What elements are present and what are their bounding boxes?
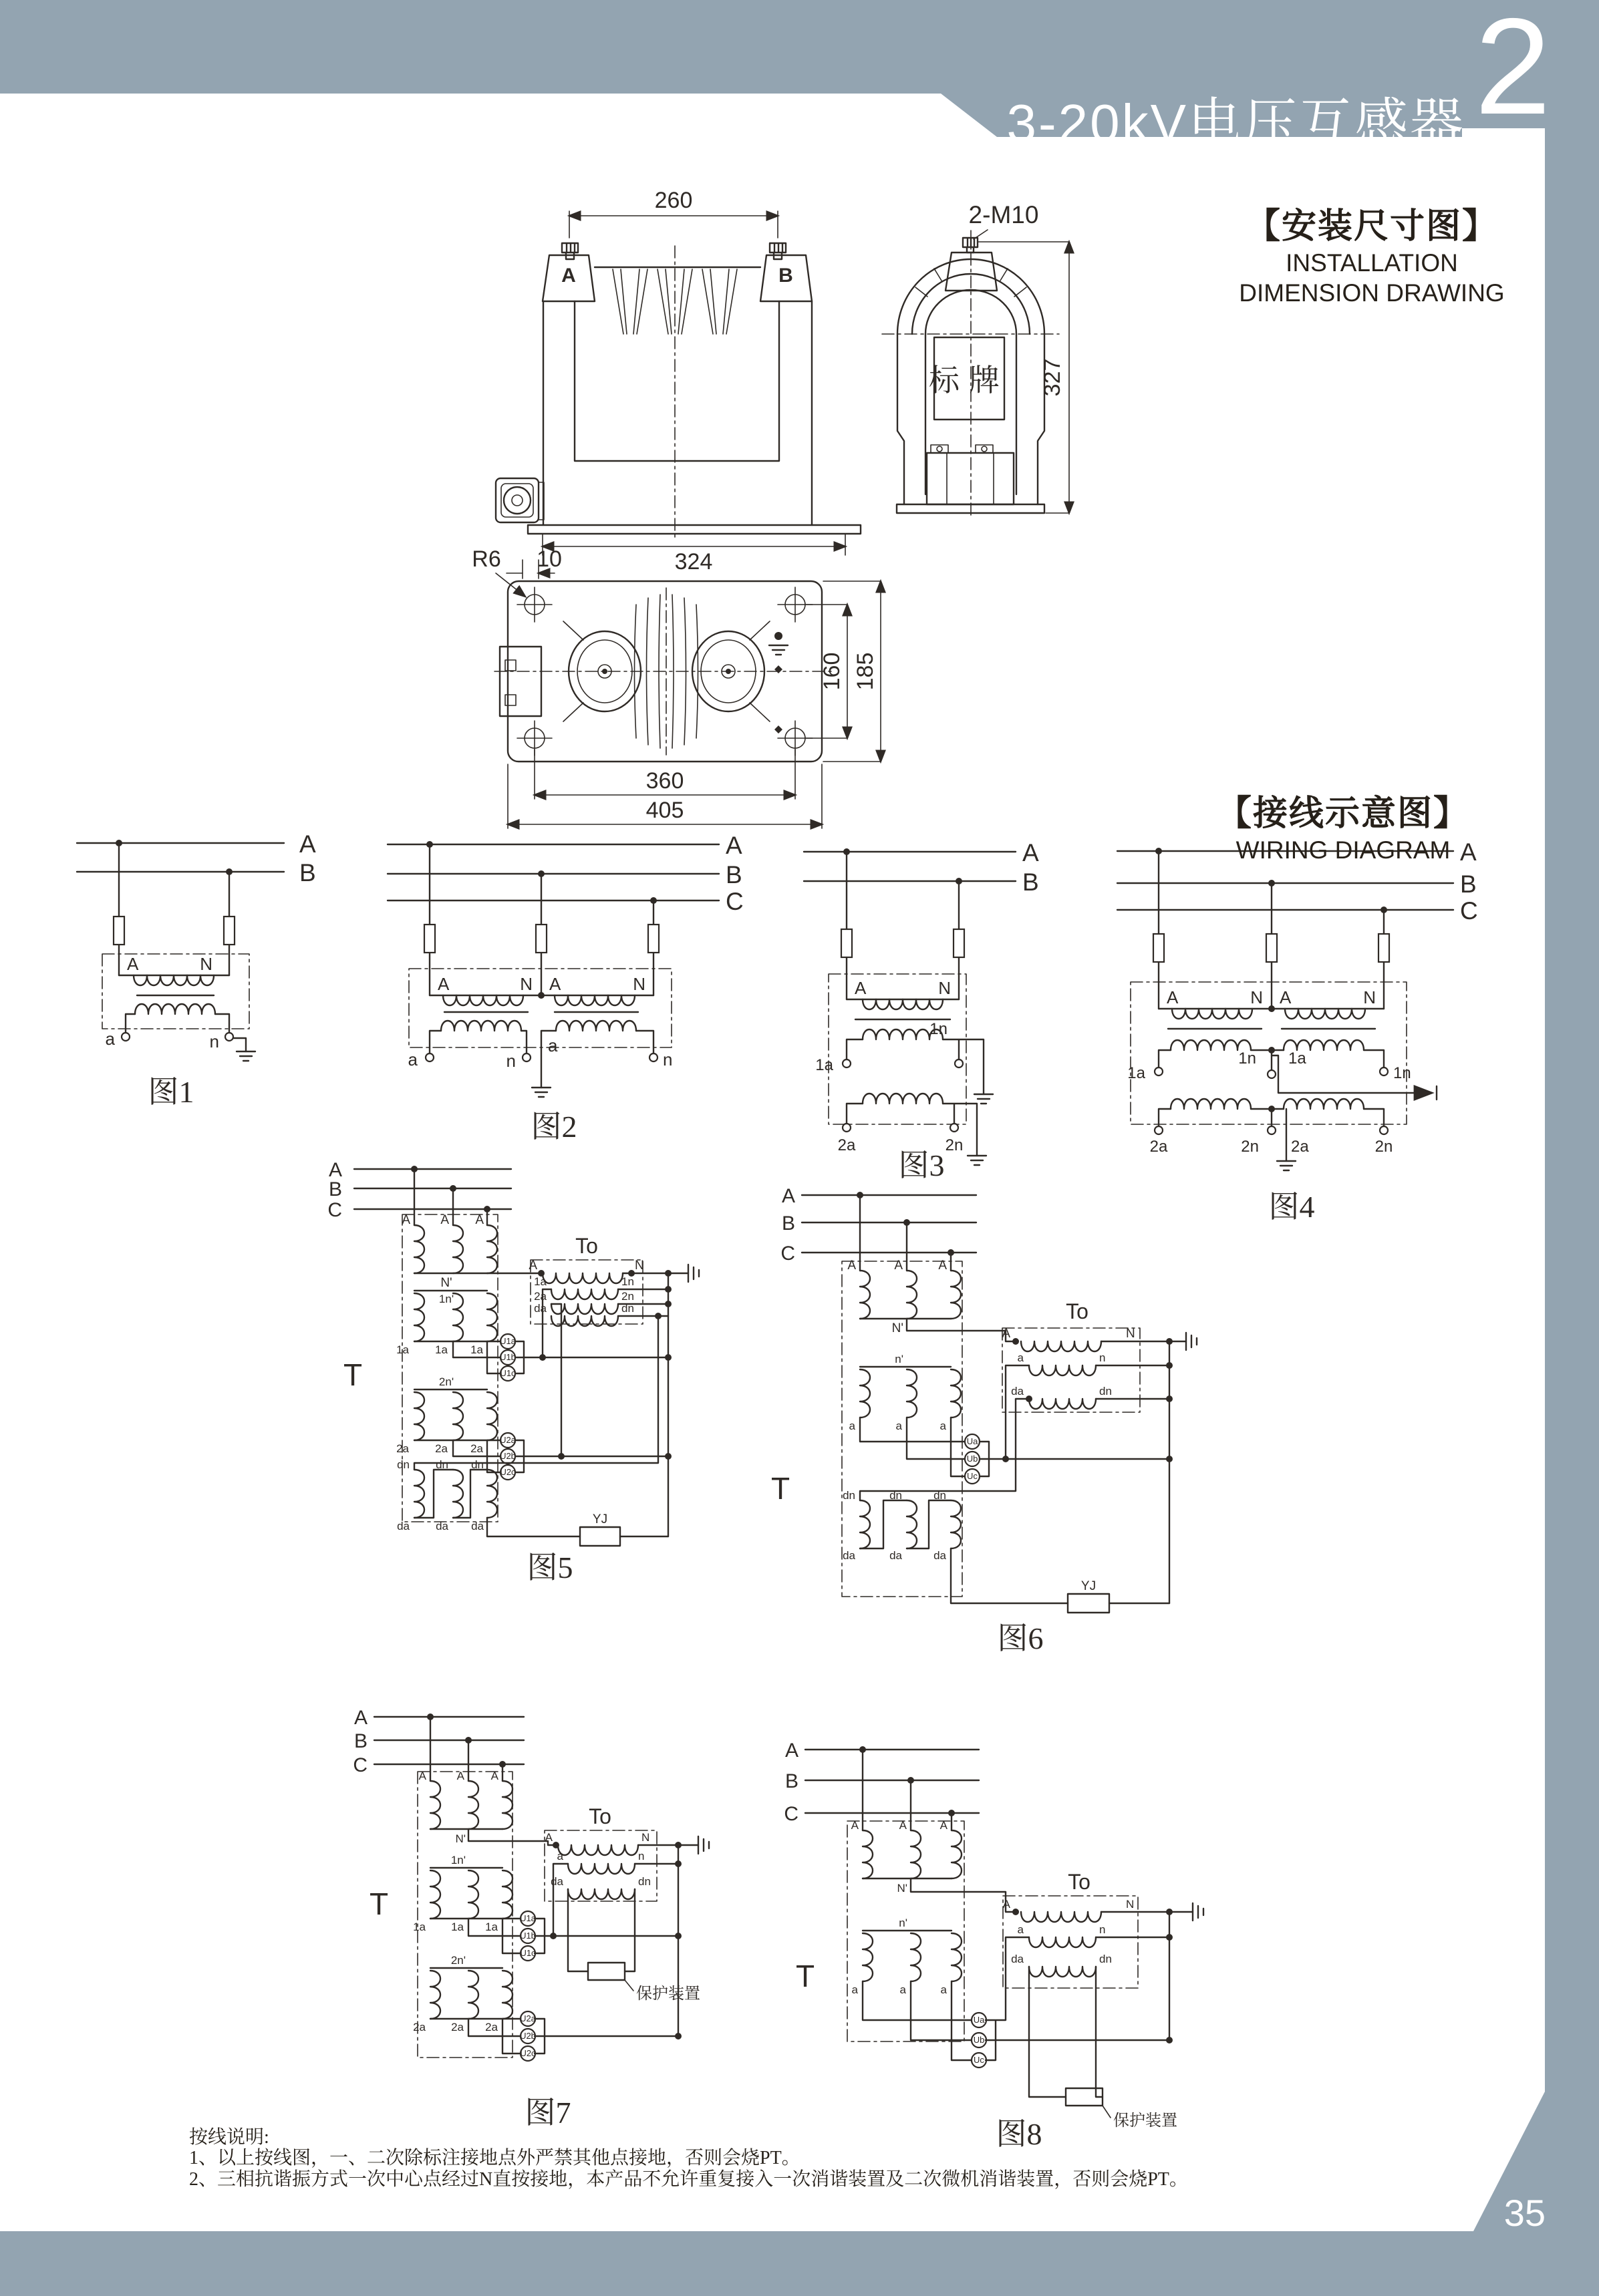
winding-label: dn xyxy=(1099,1953,1112,1965)
wiring-title-en: WIRING DIAGRAM xyxy=(1235,836,1451,864)
fuse-label: U1b xyxy=(520,1931,536,1941)
fuse-label: Uc xyxy=(974,2055,984,2065)
bus-label: A xyxy=(781,1185,795,1207)
winding-label: N xyxy=(1126,1898,1135,1911)
wiring-notes xyxy=(189,2127,1188,2190)
winding-label: a xyxy=(1017,1351,1024,1364)
terminal-label: 1n xyxy=(1238,1049,1256,1068)
terminal-label: 2a xyxy=(1149,1138,1168,1156)
winding-label: dn xyxy=(621,1302,634,1315)
winding-label: N xyxy=(633,974,645,994)
coil-label: A xyxy=(440,1213,449,1227)
coil-label: 2a xyxy=(451,2021,464,2033)
fuse-label: U1c xyxy=(520,1948,536,1958)
coil-label: 1a xyxy=(451,1921,464,1933)
winding-label: N xyxy=(641,1831,650,1844)
terminal-label: 2n xyxy=(945,1136,964,1154)
coil-label: a xyxy=(895,1420,902,1432)
bus-label: B xyxy=(328,1178,342,1200)
page-number: 35 xyxy=(1503,2192,1546,2234)
bus-label: B xyxy=(781,1212,795,1235)
fuse-label: Ub xyxy=(966,1454,978,1464)
winding-label: N xyxy=(1363,987,1376,1007)
coil-label: a xyxy=(940,1983,947,1996)
coil-label: 2n' xyxy=(438,1375,454,1388)
coil-label: N' xyxy=(440,1276,452,1290)
coil-label: dn xyxy=(436,1458,448,1471)
wiring-fig3 xyxy=(804,839,1039,1182)
winding-label: da xyxy=(551,1875,563,1888)
fuse-label: U2b xyxy=(500,1451,516,1461)
fuse-label: U1c xyxy=(500,1368,516,1378)
bus-label: B xyxy=(353,1730,368,1752)
relay-label: YJ xyxy=(1080,1579,1097,1593)
winding-label: N xyxy=(938,978,951,998)
fuse-label: U2b xyxy=(520,2031,536,2041)
wiring-fig4 xyxy=(1117,838,1478,1224)
winding-label: A xyxy=(529,1259,537,1273)
figure-caption: 图3 xyxy=(898,1148,945,1182)
terminal-label: 2a xyxy=(837,1136,856,1154)
terminal-label: 1a xyxy=(1288,1049,1306,1068)
winding-label: A xyxy=(1002,1898,1010,1911)
coil-label: 2n' xyxy=(450,1954,466,1967)
coil-label: da xyxy=(889,1549,902,1562)
coil-label: A xyxy=(456,1770,464,1782)
bus-label: B xyxy=(299,859,316,886)
winding-label: A xyxy=(438,974,450,994)
bus-label: C xyxy=(726,888,744,915)
terminal-label: n xyxy=(209,1031,219,1051)
winding-label: A xyxy=(1167,987,1179,1007)
bus-label: C xyxy=(1460,897,1478,925)
coil-label: N' xyxy=(455,1832,466,1845)
coil-label: A xyxy=(939,1819,948,1832)
wiring-fig1 xyxy=(77,830,316,1109)
transformer-label: T xyxy=(795,1959,815,1993)
coil-label: 2a xyxy=(485,2021,498,2033)
figure-caption: 图5 xyxy=(527,1550,573,1585)
coil-label: n' xyxy=(895,1353,903,1365)
coil-label: 1a xyxy=(435,1343,448,1356)
protection-device-label: 保护装置 xyxy=(636,1985,700,2003)
installation-section-header xyxy=(1223,198,1521,308)
wiring-fig8 xyxy=(784,1740,1203,2151)
coil-label: da xyxy=(933,1549,946,1562)
wiring-fig7 xyxy=(353,1707,709,2130)
coil-label: 2a xyxy=(396,1442,409,1455)
winding-label: N xyxy=(1250,987,1263,1007)
winding-label: n xyxy=(1099,1351,1106,1364)
bus-label: C xyxy=(780,1243,795,1265)
fuse-label: U1a xyxy=(500,1336,516,1346)
terminal-label: 2n xyxy=(1374,1138,1393,1156)
transformer-label: To xyxy=(1066,1299,1088,1323)
bolt-spec-label: 2-M10 xyxy=(968,201,1039,228)
bus-label: A xyxy=(784,1740,798,1762)
plan-view-drawing xyxy=(472,546,881,828)
coil-label: da xyxy=(397,1520,410,1532)
coil-label: a xyxy=(939,1420,946,1432)
coil-label: A xyxy=(894,1259,903,1273)
coil-label: 1n' xyxy=(438,1293,454,1305)
wiring-fig2 xyxy=(388,832,744,1144)
terminal-label: 1n xyxy=(929,1020,948,1038)
dim-360: 360 xyxy=(645,768,684,794)
dim-185: 185 xyxy=(853,652,878,691)
transformer-label: To xyxy=(589,1804,611,1828)
winding-label: a xyxy=(1017,1923,1024,1936)
fuse-label: U2a xyxy=(520,2013,536,2023)
dim-260: 260 xyxy=(654,188,693,213)
transformer-label: To xyxy=(575,1234,598,1258)
coil-label: 2a xyxy=(435,1442,448,1455)
winding-label: 1a xyxy=(534,1275,547,1288)
bus-label: B xyxy=(1460,870,1477,898)
coil-label: a xyxy=(851,1983,858,1996)
coil-label: A xyxy=(418,1770,426,1782)
winding-label: da xyxy=(1011,1385,1024,1398)
wiring-title-zh: 【接线示意图】 xyxy=(1216,794,1469,833)
winding-label: 1n xyxy=(621,1275,634,1288)
coil-label: 1a xyxy=(413,1921,426,1933)
coil-label: A xyxy=(851,1819,859,1832)
terminal-label: a xyxy=(408,1049,418,1070)
coil-label: a xyxy=(849,1420,855,1432)
bus-label: A xyxy=(328,1159,342,1181)
transformer-label: T xyxy=(770,1471,790,1506)
coil-label: A xyxy=(847,1259,856,1273)
terminal-a-label: A xyxy=(561,265,576,287)
winding-label: A xyxy=(549,974,561,994)
terminal-label: a xyxy=(548,1035,558,1055)
note-item: 2、三相抗谐振方式一次中心点经过N直按接地，本产品不允许重复接入一次消谐装置及二次微机消谐装置，否则会烧PT。 xyxy=(189,2168,1188,2190)
coil-label: 1n' xyxy=(450,1854,466,1866)
dim-324: 324 xyxy=(674,549,713,575)
dim-r6: R6 xyxy=(472,546,501,572)
dim-405: 405 xyxy=(645,798,684,823)
transformer-label: T xyxy=(369,1887,389,1921)
winding-label: n xyxy=(638,1850,645,1862)
coil-label: dn xyxy=(933,1489,946,1502)
coil-label: A xyxy=(899,1819,907,1832)
transformer-label: To xyxy=(1068,1870,1091,1894)
winding-label: N xyxy=(200,954,212,974)
winding-label: 2a xyxy=(534,1290,547,1303)
installation-title-zh: 【安装尺寸图】 xyxy=(1245,207,1498,246)
wiring-fig5 xyxy=(327,1159,699,1585)
coil-label: A xyxy=(938,1259,947,1273)
bus-label: B xyxy=(726,861,742,888)
notes-title: 按线说明: xyxy=(189,2127,269,2148)
coil-label: A xyxy=(490,1770,498,1782)
winding-label: da xyxy=(534,1302,547,1315)
note-item: 1、以上按线图，一、二次除标注接地点外严禁其他点接地，否则会烧PT。 xyxy=(189,2148,801,2169)
fuse-label: U1a xyxy=(520,1913,536,1923)
bus-label: A xyxy=(726,832,742,859)
coil-label: A xyxy=(475,1213,484,1227)
terminal-label: 1a xyxy=(1127,1064,1145,1082)
winding-label: dn xyxy=(1099,1385,1112,1398)
winding-label: N xyxy=(635,1259,644,1273)
coil-label: 1a xyxy=(470,1343,483,1356)
figure-caption: 图6 xyxy=(997,1621,1044,1655)
winding-label: N xyxy=(520,974,533,994)
figure-caption: 图4 xyxy=(1268,1190,1315,1224)
fuse-label: Ua xyxy=(966,1436,978,1446)
bus-label: B xyxy=(784,1770,798,1792)
wiring-fig6 xyxy=(771,1185,1197,1655)
front-view-drawing xyxy=(496,188,861,575)
fuse-label: U2c xyxy=(500,1467,516,1477)
figure-caption: 图2 xyxy=(531,1110,577,1144)
coil-label: dn xyxy=(843,1489,855,1502)
coil-label: 1a xyxy=(396,1343,409,1356)
coil-label: 2a xyxy=(413,2021,426,2033)
coil-label: n' xyxy=(899,1917,907,1929)
winding-label: A xyxy=(545,1831,553,1844)
winding-label: 2n xyxy=(621,1290,634,1303)
terminal-label: n xyxy=(663,1049,673,1070)
fuse-label: U2c xyxy=(520,2048,536,2058)
coil-label: N' xyxy=(891,1321,903,1335)
bus-label: C xyxy=(327,1199,342,1221)
side-view-drawing xyxy=(882,201,1069,516)
winding-label: A xyxy=(1002,1327,1010,1341)
bus-label: C xyxy=(784,1803,798,1825)
terminal-label: n xyxy=(506,1051,516,1071)
winding-label: a xyxy=(557,1850,563,1862)
bus-label: A xyxy=(299,830,316,858)
winding-label: N xyxy=(1126,1327,1135,1341)
nameplate-label: 标牌 xyxy=(929,363,1009,397)
terminal-label: 2n xyxy=(1241,1138,1259,1156)
coil-label: dn xyxy=(471,1458,484,1471)
chapter-number: 2 xyxy=(1474,0,1551,143)
coil-label: A xyxy=(402,1213,410,1227)
fuse-label: Uc xyxy=(967,1471,978,1481)
coil-label: da xyxy=(843,1549,855,1562)
fuse-label: Ua xyxy=(973,2015,985,2025)
coil-label: da xyxy=(436,1520,448,1532)
terminal-label: 1a xyxy=(815,1056,833,1074)
winding-label: n xyxy=(1099,1923,1106,1936)
fuse-label: Ub xyxy=(973,2035,985,2045)
coil-label: dn xyxy=(397,1458,410,1471)
coil-label: 2a xyxy=(470,1442,483,1455)
coil-label: a xyxy=(899,1983,906,1996)
installation-title-en2: DIMENSION DRAWING xyxy=(1239,279,1505,307)
terminal-label: 2a xyxy=(1291,1138,1309,1156)
figure-caption: 图1 xyxy=(148,1075,194,1109)
fuse-label: U2a xyxy=(500,1435,516,1445)
figure-caption: 图8 xyxy=(996,2117,1042,2151)
dim-160: 160 xyxy=(819,652,845,691)
figure-caption: 图7 xyxy=(525,2096,571,2130)
wiring-section-header xyxy=(1203,785,1483,865)
bottom-band xyxy=(0,2231,1599,2296)
installation-title-en1: INSTALLATION xyxy=(1286,249,1458,277)
fuse-label: U1b xyxy=(500,1352,516,1362)
winding-label: da xyxy=(1011,1953,1024,1965)
bus-label: A xyxy=(1022,839,1039,866)
bus-label: C xyxy=(353,1754,368,1776)
terminal-label: 1n xyxy=(1393,1064,1411,1082)
coil-label: N' xyxy=(897,1882,907,1895)
protection-device-label: 保护装置 xyxy=(1113,2112,1177,2130)
bus-label: A xyxy=(353,1707,368,1729)
winding-label: A xyxy=(127,954,139,974)
coil-label: dn xyxy=(889,1489,902,1502)
right-strip xyxy=(1473,137,1599,2231)
winding-label: A xyxy=(1280,987,1292,1007)
dim-327: 327 xyxy=(1040,358,1065,397)
bus-label: B xyxy=(1022,868,1039,896)
bus-label: A xyxy=(1460,838,1477,866)
winding-label: A xyxy=(855,978,867,998)
coil-label: 1a xyxy=(485,1921,498,1933)
terminal-label: a xyxy=(105,1029,115,1049)
coil-label: da xyxy=(471,1520,484,1532)
transformer-label: T xyxy=(343,1357,363,1392)
winding-label: dn xyxy=(638,1875,651,1888)
relay-label: YJ xyxy=(592,1512,608,1526)
dim-10: 10 xyxy=(537,546,562,572)
page-title: 3-20kV电压互感器 xyxy=(1006,94,1465,153)
terminal-b-label: B xyxy=(778,265,793,287)
